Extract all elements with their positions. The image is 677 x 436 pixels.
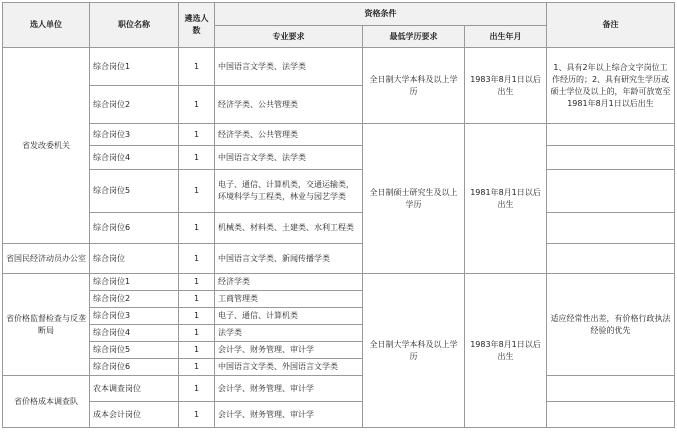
remarks-cell-empty	[547, 124, 675, 146]
education-cell: 全日制大学本科及以上学历	[363, 48, 465, 124]
remarks-cell-empty	[547, 170, 675, 213]
remarks-cell-empty	[547, 376, 675, 402]
count-cell: 1	[179, 146, 215, 170]
table-row	[3, 170, 675, 213]
major-cell: 会计学、财务管理、审计学	[215, 376, 363, 402]
remarks-cell: 1、具有2年以上综合文字岗位工作经历的；2、具有研究生学历或硕士学位及以上的，年龄可放宽至1981年8月1日以后出生	[547, 48, 675, 124]
major-cell: 电子、通信、计算机类，交通运输类，环境科学与工程类，林业与园艺学类	[215, 170, 363, 213]
table-row	[3, 48, 675, 86]
count-cell: 1	[179, 48, 215, 86]
remarks-cell-empty	[547, 213, 675, 244]
major-cell: 中国语言文学类、新闻传播学类	[215, 244, 363, 274]
position-cell: 综合岗位5	[90, 170, 179, 213]
position-cell: 综合岗位3	[90, 124, 179, 146]
major-cell: 经济学类、公共管理类	[215, 124, 363, 146]
count-cell: 1	[179, 170, 215, 213]
position-cell: 综合岗位6	[90, 359, 179, 376]
major-cell: 机械类、材料类、土建类、水利工程类	[215, 213, 363, 244]
count-cell: 1	[179, 402, 215, 428]
table-row	[3, 213, 675, 244]
table-row	[3, 244, 675, 274]
major-cell: 电子、通信、计算机类	[215, 308, 363, 325]
position-cell: 综合岗位2	[90, 291, 179, 308]
count-cell: 1	[179, 124, 215, 146]
recruitment-table	[2, 2, 675, 428]
unit-cell: 省发改委机关	[3, 48, 90, 244]
position-cell: 综合岗位1	[90, 48, 179, 86]
position-cell: 综合岗位1	[90, 274, 179, 291]
count-cell: 1	[179, 291, 215, 308]
remarks-cell-empty	[547, 244, 675, 274]
position-cell: 综合岗位3	[90, 308, 179, 325]
count-cell: 1	[179, 213, 215, 244]
remarks-cell-empty	[547, 402, 675, 428]
count-cell: 1	[179, 359, 215, 376]
unit-cell: 省价格监督检查与反垄断局	[3, 274, 90, 376]
count-cell: 1	[179, 308, 215, 325]
header-education: 最低学历要求	[363, 26, 465, 48]
major-cell: 法学类	[215, 325, 363, 342]
count-cell: 1	[179, 86, 215, 124]
major-cell: 经济学类	[215, 274, 363, 291]
unit-cell: 省国民经济动员办公室	[3, 244, 90, 274]
table-row	[3, 146, 675, 170]
count-cell: 1	[179, 274, 215, 291]
header-position-name: 职位名称	[90, 3, 179, 48]
position-cell: 综合岗位4	[90, 325, 179, 342]
major-cell: 中国语言文学类、法学类	[215, 48, 363, 86]
position-cell: 综合岗位	[90, 244, 179, 274]
table-row	[3, 402, 675, 428]
table-row	[3, 124, 675, 146]
header-count: 遴选人数	[179, 3, 215, 48]
header-unit: 选人单位	[3, 3, 90, 48]
position-cell: 综合岗位6	[90, 213, 179, 244]
major-cell: 会计学、财务管理、审计学	[215, 402, 363, 428]
major-cell: 会计学、财务管理、审计学	[215, 342, 363, 359]
education-cell: 全日制硕士研究生及以上学历	[363, 124, 465, 274]
table-row	[3, 376, 675, 402]
count-cell: 1	[179, 325, 215, 342]
major-cell: 中国语言文学类、外国语言文学类	[215, 359, 363, 376]
count-cell: 1	[179, 376, 215, 402]
major-cell: 中国语言文学类、法学类	[215, 146, 363, 170]
count-cell: 1	[179, 244, 215, 274]
major-cell: 工商管理类	[215, 291, 363, 308]
birth-cell: 1983年8月1日以后出生	[465, 274, 547, 428]
position-cell: 综合岗位2	[90, 86, 179, 124]
birth-cell: 1981年8月1日以后出生	[465, 124, 547, 274]
position-cell: 成本会计岗位	[90, 402, 179, 428]
position-cell: 综合岗位4	[90, 146, 179, 170]
position-cell: 综合岗位5	[90, 342, 179, 359]
count-cell: 1	[179, 342, 215, 359]
header-birth: 出生年月	[465, 26, 547, 48]
header-remarks: 备注	[547, 3, 675, 48]
birth-cell: 1983年8月1日以后出生	[465, 48, 547, 124]
major-cell: 经济学类、公共管理类	[215, 86, 363, 124]
remarks-cell: 适应经常性出差，有价格行政执法经验的优先	[547, 274, 675, 376]
table-row	[3, 274, 675, 291]
header-qualifications: 资格条件	[215, 3, 547, 26]
unit-cell: 省价格成本调查队	[3, 376, 90, 428]
remarks-cell-empty	[547, 146, 675, 170]
header-major: 专业要求	[215, 26, 363, 48]
education-cell: 全日制大学本科及以上学历	[363, 274, 465, 428]
position-cell: 农本调查岗位	[90, 376, 179, 402]
